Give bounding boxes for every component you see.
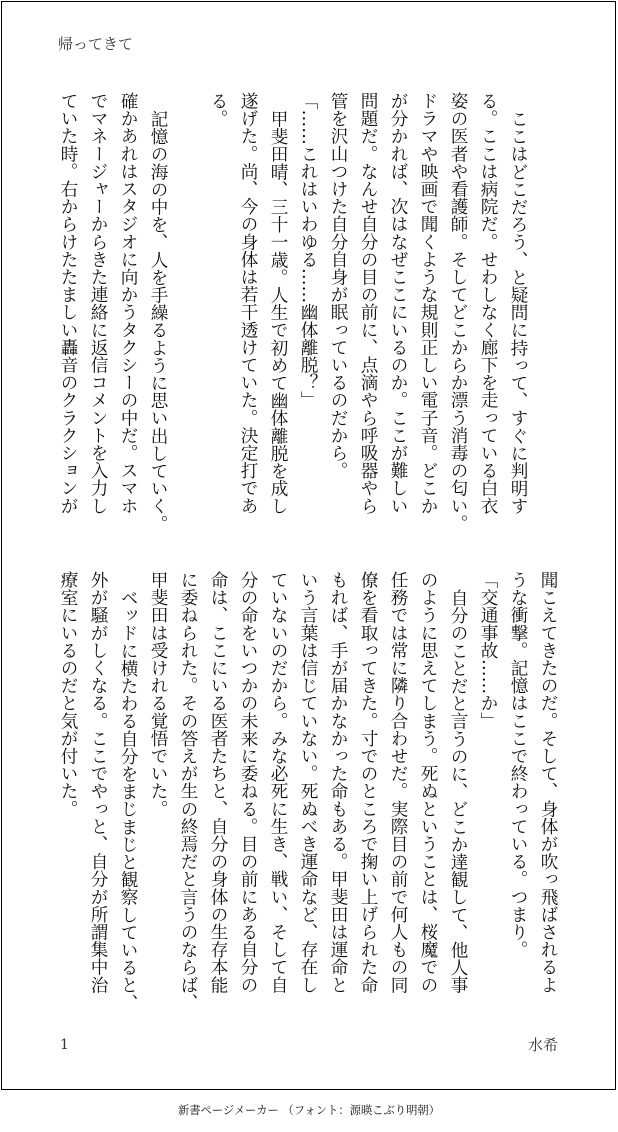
blank-line — [173, 92, 203, 537]
text-line: 甲斐田晴、三十一歳。人生で初めて幽体離脱を成し — [268, 109, 288, 515]
text-line: 確かあれはスタジオに向かうタクシーの中だ。スマホ — [118, 92, 138, 515]
running-header: 帰ってきて — [58, 35, 134, 53]
dialogue-line: 「交通事故……か」 — [478, 571, 498, 730]
dialogue-line: 「……これはいわゆる……幽体離脱？」 — [298, 92, 318, 409]
text-line: る。 — [208, 92, 228, 128]
upper-text-block — [53, 92, 563, 537]
text-line: のように思えてしまう。死ぬということは、桜魔での — [418, 571, 438, 994]
author-name: 水希 — [528, 1036, 559, 1054]
text-line: が分かれば、次はなぜここにいるのか。ここが難しい — [388, 92, 408, 515]
generator-credit: 新書ページメーカー （フォント：源暎こぶり明朝） — [177, 1104, 441, 1117]
text-line: 姿の医者や看護師。そしてどこからか漂う消毒の匂い。 — [448, 92, 468, 532]
text-line: うな衝撃。記憶はここで終わっている。つまり。 — [508, 571, 528, 959]
text-line: 聞こえてきたのだ。そして、身体が吹っ飛ばされるよ — [538, 571, 558, 994]
text-line: 問題だ。なんせ自分の目の前に、点滴やら呼吸器やら — [358, 92, 378, 515]
text-line: 自分のことだと言うのに、どこか達観して、他人事 — [448, 588, 468, 994]
text-line: 外が騒がしくなる。ここでやっと、自分が所謂集中治 — [88, 571, 108, 994]
text-line: ここはどこだろう、と疑問に持って、すぐに判明す — [508, 109, 528, 515]
text-line: に委ねられた。その答えが生の終焉だと言うのならば、 — [178, 571, 198, 1011]
text-line: ていた時。右からけたたましい轟音のクラクションが — [58, 92, 78, 515]
text-line: いう言葉は信じていない。死ぬべき運命など、存在し — [298, 571, 318, 994]
text-line: もれば、手が届かなかった命もある。甲斐田は運命と — [328, 571, 348, 994]
text-line: でマネージャーからきた連絡に返信コメントを入力し — [88, 92, 108, 515]
text-line: 記憶の海の中を、人を手繰るように思い出していく。 — [148, 109, 168, 532]
lower-text-block — [53, 571, 563, 1016]
text-line: 任務では常に隣り合わせだ。実際目の前で何人もの同 — [388, 571, 408, 994]
text-line: 遂げた。尚、今の身体は若干透けていた。決定打であ — [238, 92, 258, 515]
page-number: 1 — [60, 1037, 69, 1053]
text-line: ベッドに横たわる自分をまじまじと観察していると、 — [118, 588, 138, 1011]
blank-line — [533, 92, 563, 537]
text-line: る。ここは病院だ。せわしなく廊下を走っている白衣 — [478, 92, 498, 515]
text-line: 甲斐田は受けれる覚悟でいた。 — [148, 571, 168, 818]
text-line: 管を沢山つけた自分自身が眠っているのだから。 — [328, 92, 348, 480]
text-line: 僚を看取ってきた。寸でのところで掬い上げられた命 — [358, 571, 378, 994]
text-line: 分の命をいつかの未来に委ねる。目の前にある自分の — [238, 571, 258, 994]
text-line: 命は、ここにいる医者たちと、自分の身体の生存本能 — [208, 571, 228, 994]
text-line: ていないのだから。みな必死に生き、戦い、そして自 — [268, 571, 288, 994]
text-line: ドラマや映画で聞くような規則正しい電子音。どこか — [418, 92, 438, 515]
text-line: 療室にいるのだと気が付いた。 — [58, 571, 78, 818]
